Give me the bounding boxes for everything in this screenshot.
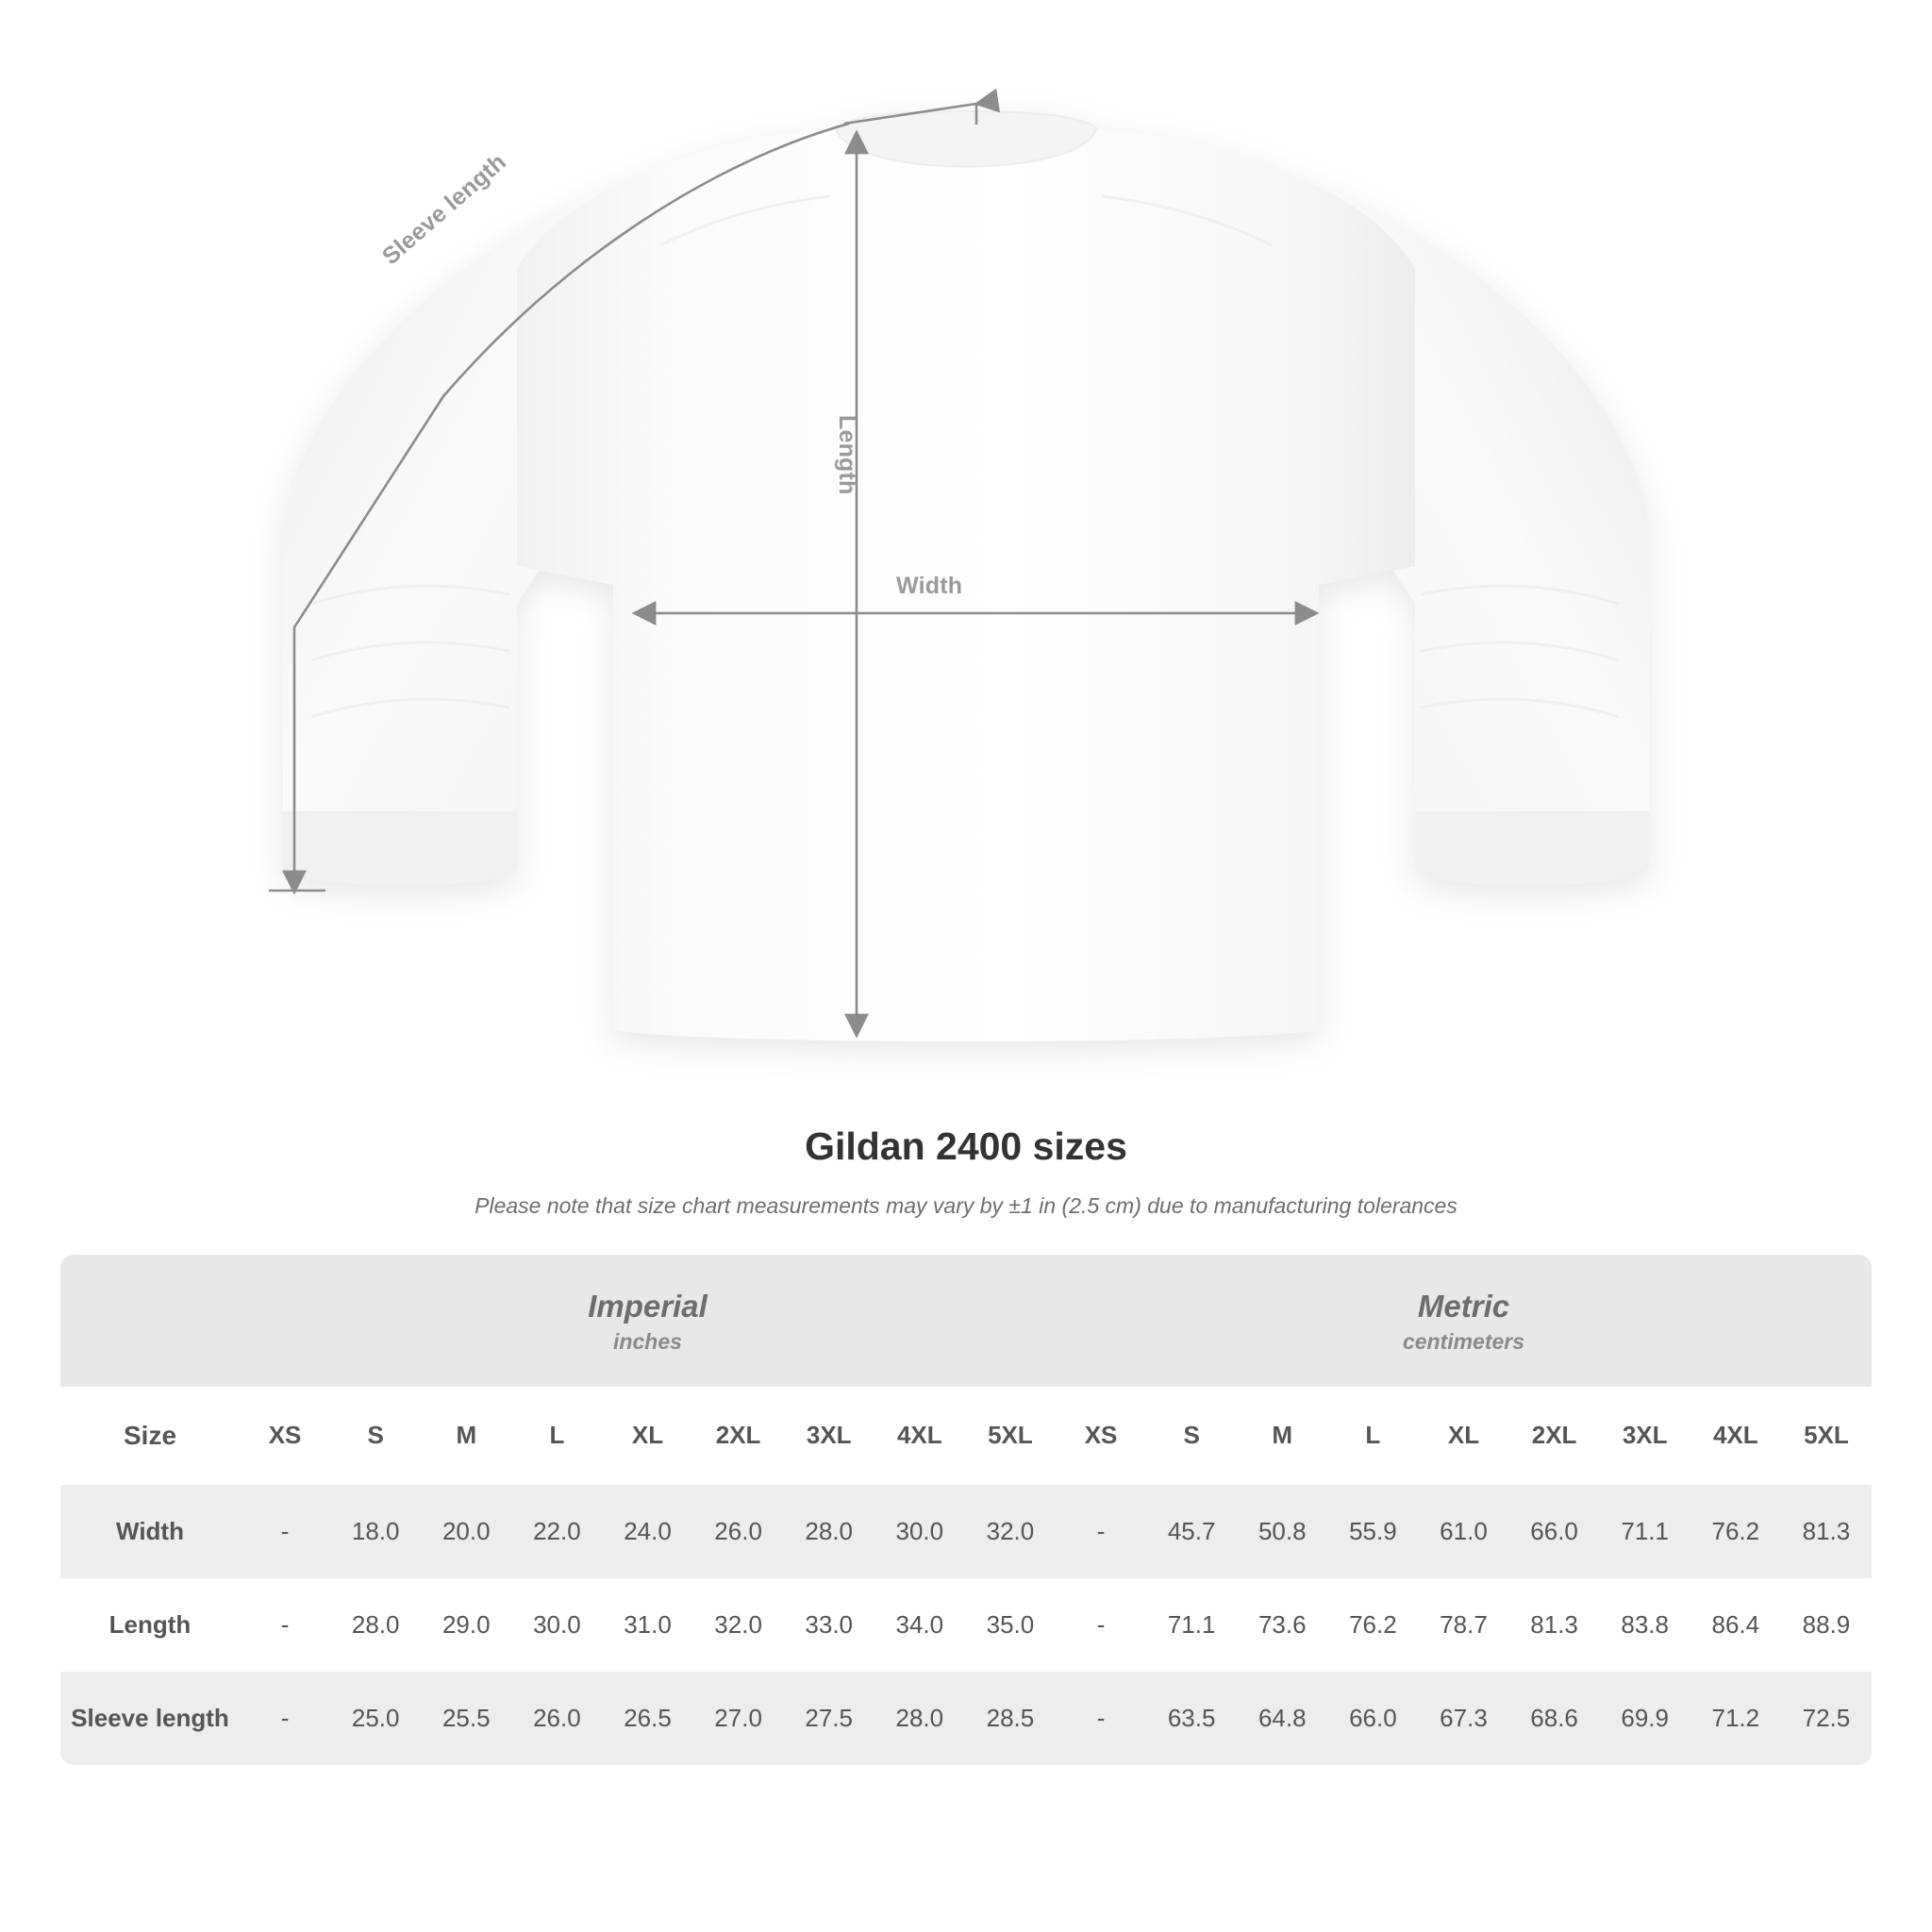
size-header-label: Size <box>60 1387 240 1485</box>
width-annotation-label: Width <box>896 573 963 599</box>
cell-sleeve-imperial-m: 25.5 <box>421 1672 511 1765</box>
row-label-sleeve-length: Sleeve length <box>60 1672 240 1765</box>
cell-length-metric-m: 73.6 <box>1237 1578 1327 1672</box>
cell-width-metric-xl: 61.0 <box>1418 1485 1508 1578</box>
cell-width-metric-l: 55.9 <box>1327 1485 1418 1578</box>
cell-length-metric-3xl: 83.8 <box>1600 1578 1690 1672</box>
cell-sleeve-metric-3xl: 69.9 <box>1600 1672 1690 1765</box>
cell-sleeve-metric-5xl: 72.5 <box>1781 1672 1872 1765</box>
cell-sleeve-metric-m: 64.8 <box>1237 1672 1327 1765</box>
size-table-wrapper <box>60 1255 1872 1765</box>
cell-sleeve-metric-4xl: 71.2 <box>1690 1672 1781 1765</box>
cell-length-imperial-xs: - <box>240 1578 330 1672</box>
cell-width-metric-2xl: 66.0 <box>1509 1485 1600 1578</box>
cell-length-metric-xs: - <box>1056 1578 1146 1672</box>
length-annotation-label: Length <box>834 415 860 495</box>
title-block <box>0 1124 1932 1219</box>
size-col-metric-2xl: 2XL <box>1509 1387 1600 1485</box>
size-col-metric-5xl: 5XL <box>1781 1387 1872 1485</box>
unit-name-metric: Metric <box>1417 1289 1510 1324</box>
unit-header-row <box>60 1255 1872 1387</box>
cell-sleeve-imperial-xs: - <box>240 1672 330 1765</box>
cell-sleeve-imperial-s: 25.0 <box>330 1672 421 1765</box>
size-header-row <box>60 1387 1872 1485</box>
cell-length-metric-l: 76.2 <box>1327 1578 1418 1672</box>
cell-width-imperial-4xl: 30.0 <box>874 1485 965 1578</box>
page-title: Gildan 2400 sizes <box>805 1124 1127 1168</box>
cell-sleeve-metric-s: 63.5 <box>1146 1672 1237 1765</box>
cell-sleeve-imperial-l: 26.0 <box>511 1672 602 1765</box>
shirt-shape <box>283 111 1649 1041</box>
cell-sleeve-metric-2xl: 68.6 <box>1509 1672 1600 1765</box>
table-row <box>60 1485 1872 1578</box>
cell-width-metric-4xl: 76.2 <box>1690 1485 1781 1578</box>
cell-length-imperial-s: 28.0 <box>330 1578 421 1672</box>
size-col-imperial-xs: XS <box>240 1387 330 1485</box>
size-col-metric-xs: XS <box>1056 1387 1146 1485</box>
size-col-metric-4xl: 4XL <box>1690 1387 1781 1485</box>
cell-length-imperial-l: 30.0 <box>511 1578 602 1672</box>
size-col-imperial-3xl: 3XL <box>784 1387 874 1485</box>
cell-width-metric-3xl: 71.1 <box>1600 1485 1690 1578</box>
cell-sleeve-metric-xs: - <box>1056 1672 1146 1765</box>
size-col-imperial-2xl: 2XL <box>693 1387 784 1485</box>
cell-length-metric-xl: 78.7 <box>1418 1578 1508 1672</box>
size-col-metric-s: S <box>1146 1387 1237 1485</box>
cell-length-metric-4xl: 86.4 <box>1690 1578 1781 1672</box>
sleeve-length-annotation-label: Sleeve length <box>377 148 511 271</box>
size-col-metric-m: M <box>1237 1387 1327 1485</box>
cell-length-imperial-4xl: 34.0 <box>874 1578 965 1672</box>
cell-sleeve-metric-xl: 67.3 <box>1418 1672 1508 1765</box>
cell-sleeve-metric-l: 66.0 <box>1327 1672 1418 1765</box>
unit-header-imperial <box>240 1255 1056 1387</box>
unit-sub-metric: centimeters <box>1402 1329 1525 1355</box>
cell-width-imperial-m: 20.0 <box>421 1485 511 1578</box>
cell-sleeve-imperial-3xl: 27.5 <box>784 1672 874 1765</box>
cell-width-imperial-5xl: 32.0 <box>965 1485 1056 1578</box>
cell-width-metric-5xl: 81.3 <box>1781 1485 1872 1578</box>
row-label-length: Length <box>60 1578 240 1672</box>
cell-sleeve-imperial-4xl: 28.0 <box>874 1672 965 1765</box>
row-label-width: Width <box>60 1485 240 1578</box>
table-row <box>60 1578 1872 1672</box>
cell-length-imperial-m: 29.0 <box>421 1578 511 1672</box>
cell-sleeve-imperial-5xl: 28.5 <box>965 1672 1056 1765</box>
size-col-metric-xl: XL <box>1418 1387 1508 1485</box>
size-col-imperial-xl: XL <box>602 1387 692 1485</box>
size-table <box>60 1255 1872 1765</box>
unit-name-imperial: Imperial <box>588 1289 708 1324</box>
size-col-imperial-5xl: 5XL <box>965 1387 1056 1485</box>
cell-sleeve-imperial-xl: 26.5 <box>602 1672 692 1765</box>
size-col-imperial-l: L <box>511 1387 602 1485</box>
cell-width-imperial-3xl: 28.0 <box>784 1485 874 1578</box>
cell-width-imperial-s: 18.0 <box>330 1485 421 1578</box>
cell-length-metric-5xl: 88.9 <box>1781 1578 1872 1672</box>
cell-width-imperial-xl: 24.0 <box>602 1485 692 1578</box>
cell-length-metric-s: 71.1 <box>1146 1578 1237 1672</box>
unit-sub-imperial: inches <box>613 1329 682 1355</box>
cell-length-imperial-3xl: 33.0 <box>784 1578 874 1672</box>
size-col-imperial-4xl: 4XL <box>874 1387 965 1485</box>
cell-length-metric-2xl: 81.3 <box>1509 1578 1600 1672</box>
size-col-imperial-m: M <box>421 1387 511 1485</box>
cell-length-imperial-2xl: 32.0 <box>693 1578 784 1672</box>
size-col-imperial-s: S <box>330 1387 421 1485</box>
cell-width-metric-s: 45.7 <box>1146 1485 1237 1578</box>
unit-header-spacer <box>60 1255 240 1387</box>
cell-width-metric-xs: - <box>1056 1485 1146 1578</box>
cell-length-imperial-5xl: 35.0 <box>965 1578 1056 1672</box>
tolerance-note: Please note that size chart measurements may vary by ±1 in (2.5 cm) due to manufacturing tolerances <box>475 1193 1457 1218</box>
cell-width-imperial-l: 22.0 <box>511 1485 602 1578</box>
cell-width-imperial-xs: - <box>240 1485 330 1578</box>
cell-sleeve-imperial-2xl: 27.0 <box>693 1672 784 1765</box>
size-col-metric-l: L <box>1327 1387 1418 1485</box>
cell-width-metric-m: 50.8 <box>1237 1485 1327 1578</box>
size-col-metric-3xl: 3XL <box>1600 1387 1690 1485</box>
cell-width-imperial-2xl: 26.0 <box>693 1485 784 1578</box>
cell-length-imperial-xl: 31.0 <box>602 1578 692 1672</box>
unit-header-metric <box>1056 1255 1872 1387</box>
table-row <box>60 1672 1872 1765</box>
